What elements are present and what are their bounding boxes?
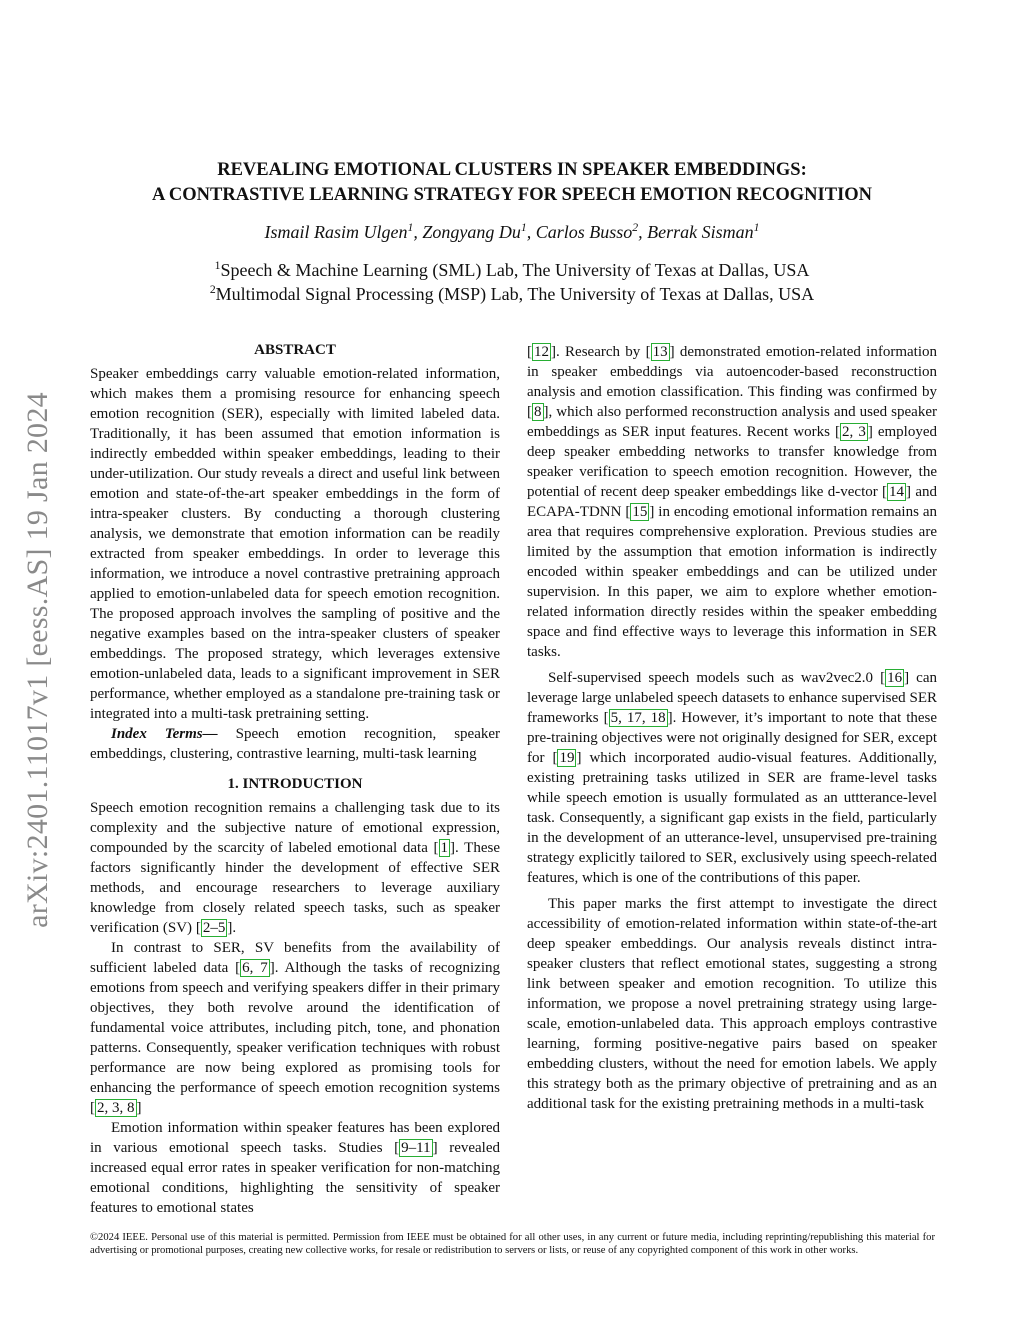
citation-link[interactable]: 2, 3 [842,424,866,440]
intro-paragraph-3: Emotion information within speaker features has been explored in various emotional speech tasks. Studies [ 9–11 ] revealed increased equal error rates in speaker verification for non-matching emotional conditions, highlighting the sensitivity of speaker features to emotional states [90,1120,501,1216]
citation-link[interactable]: 5, 17, 18 [610,710,666,726]
author-affil-mark: 1 [753,221,760,234]
title-line-1: REVEALING EMOTIONAL CLUSTERS IN SPEAKER EMBEDDINGS: [217,160,807,180]
index-terms-label: Index Terms— [111,726,218,742]
author-affil-mark: 1 [520,221,527,234]
abstract-heading: ABSTRACT [254,342,336,358]
affiliation-text: Multimodal Signal Processing (MSP) Lab, The University of Texas at Dallas, USA [215,284,815,304]
affiliations [0,258,1024,306]
introduction-heading: 1. INTRODUCTION [227,776,363,792]
affiliation-text: Speech & Machine Learning (SML) Lab, The University of Texas at Dallas, USA [220,260,810,280]
intro-paragraph-3-continued: [ 12 ]. Research by [ 13 ] demonstrated emotion-related information in speaker embeddings via autoencoder-based reconstruction analysis and emotion classification. This finding was confirmed by [ 8 ], which also performed reconstruction analysis and used speaker embeddings as SER input features. Recent works [ 2, 3 ] employed deep speaker embedding networks to transfer knowledge from speaker verification to speech emotion recognition. However, the potential of recent deep speaker embeddings like d-vector [ 14 ] and ECAPA-TDNN [ 15 ] in encoding emotional information remains an area that requires comprehensive exploration. Previous studies are limited by the assumption that emotion information is indirectly encoded within speaker embeddings and can be utilized under supervision. In this paper, we aim to explore whether emotion-related information directly resides within the speaker embedding space and find effective ways to leverage this information in SER tasks. [527,344,938,660]
paper-title [0,158,1024,208]
copyright-footer: ©2024 IEEE. Personal use of this material is permitted. Permission from IEEE must be obtained for all other uses, in any current or future media, including reprinting/republishing this material for advertising or promotional purposes, creating new collective works, for resale or redistribution to servers or lists, or reuse of any copyrighted component of this work in other works. [90,1232,935,1256]
author-name: Zongyang Du [422,222,521,242]
citation-link[interactable]: 6, 7 [242,960,268,976]
citation-link[interactable]: 15 [632,504,648,520]
affiliation-number: 1 [214,259,221,272]
citation-link[interactable]: 2–5 [202,920,226,936]
citation-link[interactable]: 16 [887,670,903,686]
author-affil-mark: 2 [632,221,639,234]
index-terms-text: Speech emotion recognition, speaker embeddings, clustering, contrastive learning, multi-task learning [90,726,501,762]
index-terms [90,724,500,764]
citation-link[interactable]: 1 [440,840,449,856]
affiliation-line [0,258,1024,282]
author-name: Ismail Rasim Ulgen [264,222,408,242]
citation-link[interactable]: 12 [534,344,549,360]
intro-paragraph-5: This paper marks the first attempt to investigate the direct accessibility of emotion-related information within state-of-the-art deep speaker embeddings. Our analysis reveals distinct intra-speaker clusters that reflect emotional states, suggesting a strong link between speaker and emotion recognition. To utilize this information, we propose a novel pretraining strategy using large-scale, emotion-unlabeled data. This approach employs contrastive learning, forming positive-negative pairs based on speaker embedding clusters, without the need for emotion labels. We apply this strategy both as the primary objective of pretraining and as an additional task for the existing pretraining methods in a multi-task [527,896,937,1112]
citation-link[interactable]: 9–11 [401,1140,431,1156]
affiliation-number: 2 [209,283,216,296]
abstract-text: Speaker embeddings carry valuable emotion-related information, which makes them a promising resource for enhancing speech emotion recognition (SER), especially with limited labeled data. Traditionally, it has been assumed that emotion information is indirectly embedded within speaker embeddings, leading to their under-utilization. Our study reveals a direct and useful link between emotion and state-of-the-art speaker embeddings in the form of intra-speaker clusters. By conducting a thorough clustering analysis, we demonstrate that emotion information can be readily extracted from speaker embeddings. In order to leverage this information, we introduce a novel contrastive pretraining approach applied to emotion-unlabeled data for speech emotion recognition. The proposed approach involves the sampling of positive and the negative examples based on the intra-speaker clusters of speaker embeddings. The proposed strategy, which leverages extensive emotion-unlabeled data, leads to a significant improvement in SER performance, whether employed as a standalone pre-training task or integrated into a multi-task pretraining setting. [90,366,500,722]
citation-link[interactable]: 8 [534,404,542,420]
intro-paragraph-1: Speech emotion recognition remains a challenging task due to its complexity and the subjective nature of emotional expression, compounded by the scarcity of labeled emotional data [ 1 ]. These factors significantly hinder the development of effective SER methods, and encourage researchers to leverage auxiliary knowledge from closely related speech tasks, such as speaker verification (SV) [ 2–5 ]. [90,800,500,936]
author-name: Carlos Busso [535,222,633,242]
right-column [527,342,937,1114]
author-affil-mark: 1 [407,221,414,234]
intro-paragraph-2: In contrast to SER, SV benefits from the availability of sufficient labeled data [ 6, 7 ]. Although the tasks of recognizing emotions from speech and verifying speakers differ in their primary objectives, they both revolve around the identification of fundamental voice attributes, including pitch, tone, and phonation patterns. Consequently, speaker verification techniques with robust performance are now being explored as promising tools for enhancing the performance of speech emotion recognition systems [ 2, 3, 8 ] [90,940,501,1116]
citation-link[interactable]: 19 [559,750,575,766]
author-list: Ismail Rasim Ulgen$^1$, Zongyang Du$^1$, Carlos Busso$^2$, Berrak Sisman$^1$ [264,221,760,242]
affiliation-line [0,282,1024,306]
arxiv-identifier [8,350,68,970]
citation-link[interactable]: 14 [889,484,905,500]
left-column [90,340,500,1218]
citation-link[interactable]: 13 [652,344,668,360]
citation-link[interactable]: 2, 3, 8 [97,1100,135,1116]
intro-paragraph-4: Self-supervised speech models such as wav2vec2.0 [ 16 ] can leverage large unlabeled speech datasets to enhance supervised SER frameworks [ 5, 17, 18 ]. However, it’s important to note that these pre-training objectives were not originally designed for SER, except for [ 19 ] which incorporated audio-visual features. Additionally, existing pretraining tasks utilized in SER are frame-level tasks while speech emotion is usually formulated as an uttterance-level task. Consequently, a significant gap exists in the field, particularly in the development of an utterance-level, unsupervised pre-training strategy explicitly tailored to SER, exclusively using speech-related features, which is one of the contributions of this paper. [527,670,938,886]
author-name: Berrak Sisman [647,222,754,242]
title-line-2: A CONTRASTIVE LEARNING STRATEGY FOR SPEECH EMOTION RECOGNITION [151,185,873,205]
arxiv-id-text: arXiv:2401.11017v1 [eess.AS] 19 Jan 2024 [21,392,55,928]
